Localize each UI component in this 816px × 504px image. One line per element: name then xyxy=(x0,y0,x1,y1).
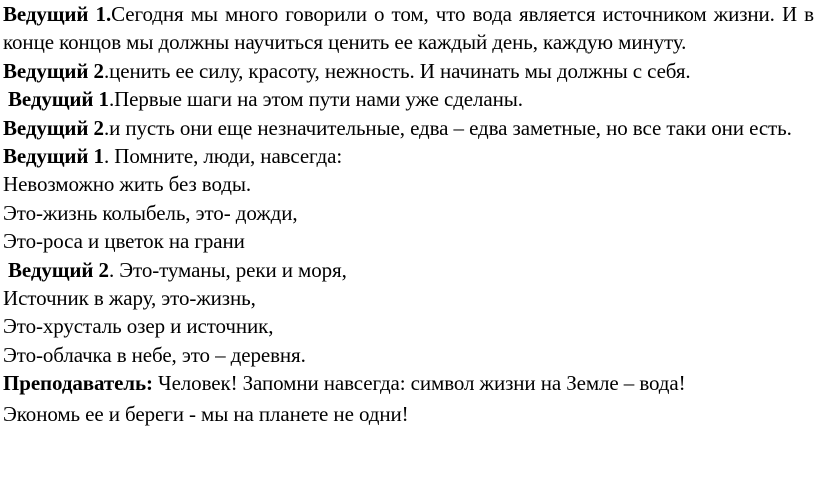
speaker-label: Ведущий 2 xyxy=(3,58,104,83)
paragraph-14 xyxy=(3,400,814,428)
poem-line-text: Это-облачка в небе, это – деревня. xyxy=(3,342,306,367)
paragraph-text: . Помните, люди, навсегда: xyxy=(103,144,343,169)
poem-line-text: Это-жизнь колыбель, это- дожди, xyxy=(3,200,298,225)
paragraph-text: Сегодня мы много говорили о том, что вода является источником жизни. И в конце концов мы должны научиться ценить ее каждый день, каждую минуту. xyxy=(3,2,814,55)
paragraph-3 xyxy=(3,85,814,113)
paragraph-2 xyxy=(3,57,814,85)
paragraph-text: Человек! Запомни навсегда: символ жизни на Земле – вода! xyxy=(152,371,686,396)
poem-line-text: Это-хрусталь озер и источник, xyxy=(3,314,274,339)
poem-line xyxy=(3,170,814,198)
paragraph-text: .Первые шаги на этом пути нами уже сделаны. xyxy=(108,87,523,112)
speaker-label: Ведущий 1 xyxy=(3,144,104,169)
speaker-label: Ведущий 2 xyxy=(3,115,104,140)
speaker-label: Ведущий 1. xyxy=(3,2,112,26)
paragraph-4 xyxy=(3,114,814,142)
poem-line-text: Невозможно жить без воды. xyxy=(3,172,252,197)
paragraph-1 xyxy=(3,0,814,57)
poem-line xyxy=(3,312,814,340)
paragraph-text: . Это-туманы, реки и моря, xyxy=(108,257,347,282)
poem-line-text: Это-роса и цветок на грани xyxy=(3,229,245,254)
poem-line xyxy=(3,199,814,227)
paragraph-text: .и пусть они еще незначительные, едва – едва заметные, но все таки они есть. xyxy=(103,115,792,140)
paragraph-13 xyxy=(3,369,814,397)
poem-line xyxy=(3,284,814,312)
poem-line xyxy=(3,227,814,255)
poem-line-text: Источник в жару, это-жизнь, xyxy=(3,286,256,311)
paragraph-5 xyxy=(3,142,814,170)
paragraph-text: Экономь ее и береги - мы на планете не одни! xyxy=(3,401,409,426)
poem-line xyxy=(3,341,814,369)
speaker-label: Ведущий 2 xyxy=(8,257,109,282)
speaker-label: Ведущий 1 xyxy=(8,87,109,112)
paragraph-text: .ценить ее силу, красоту, нежность. И начинать мы должны с себя. xyxy=(103,58,691,83)
paragraph-9 xyxy=(3,256,814,284)
speaker-label: Преподаватель: xyxy=(3,371,153,396)
